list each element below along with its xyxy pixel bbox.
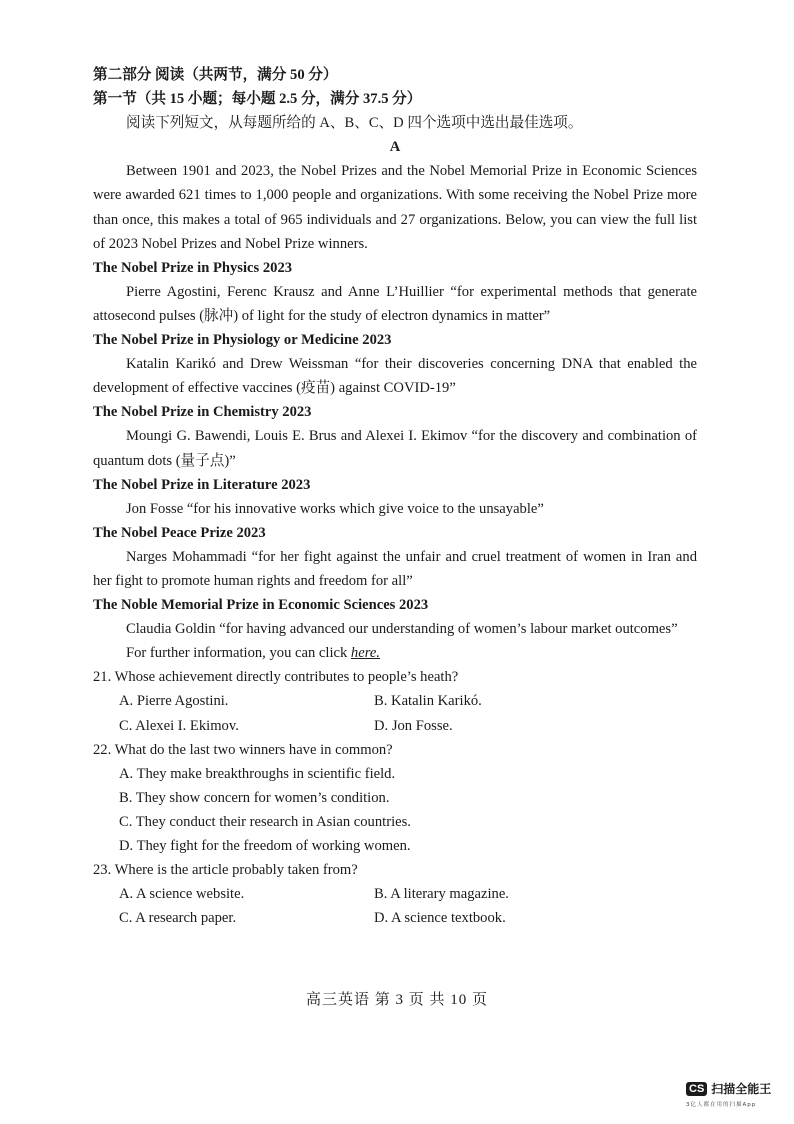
option-d: D. Jon Fosse. [374,717,453,734]
option-c: C. They conduct their research in Asian countries. [119,813,411,830]
here-link[interactable]: here. [350,645,380,662]
instruction: 阅读下列短文，从每题所给的 A、B、C、D 四个选项中选出最佳选项。 [126,115,583,132]
camscanner-logo-icon: CS [686,1082,707,1096]
prize-heading: The Noble Memorial Prize in Economic Sciences 2023 [93,597,429,614]
passage-intro: Between 1901 and 2023, the Nobel Prizes and the Nobel Memorial Prize in Economic Sciences were awarded 621 times to 1,000 people and organizations. With some receiving the Nobel Prize more than once, this makes a total of 965 individuals and 27 organizations. Below, you can view the full list of 2023 Nobel Prizes and Nobel Prize winners. [93,163,697,252]
prize-text: Narges Mohammadi “for her fight against the unfair and cruel treatment of women in Iran and her fight to promote human rights and freedom for all” [93,548,697,589]
option-c: C. A research paper. [119,910,237,927]
question-22 [93,738,697,858]
question-21 [93,665,697,737]
further-info [93,641,697,665]
section-heading: 第一节（共 15 小题；每小题 2.5 分，满分 37.5 分） [93,91,422,108]
prize-text: Claudia Goldin “for having advanced our understanding of women’s labour market outcomes” [126,621,678,638]
prize-heading: The Nobel Prize in Literature 2023 [93,476,311,493]
prize-heading: The Nobel Prize in Physiology or Medicine 2023 [93,332,392,349]
option-d: D. They fight for the freedom of working women. [119,838,411,854]
option-d: D. A science textbook. [374,910,506,927]
prize-text: Pierre Agostini, Ferenc Krausz and Anne L’Huillier “for experimental methods that generate attosecond pulses (脉冲) of light for the study of electron dynamics in matter” [93,283,697,324]
passage-label: A [389,139,401,156]
option-b: B. A literary magazine. [374,886,509,903]
prize-heading: The Nobel Peace Prize 2023 [93,524,266,541]
prize-heading: The Nobel Prize in Chemistry 2023 [93,404,312,421]
question-23 [93,858,697,930]
question-stem: 22. What do the last two winners have in common? [93,741,393,758]
option-a: A. A science website. [119,886,245,903]
further-text: For further information, you can click [126,645,351,662]
option-b: B. Katalin Karikó. [374,693,482,710]
question-stem: 23. Where is the article probably taken from? [93,862,358,879]
part-heading: 第二部分 阅读（共两节，满分 50 分） [93,67,338,83]
prize-text: Moungi G. Bawendi, Louis E. Brus and Alexei I. Ekimov “for the discovery and combination of quantum dots (量子点)” [93,428,697,469]
exam-page [93,63,697,930]
watermark-name: 扫描全能王 [711,1082,772,1096]
option-c: C. Alexei I. Ekimov. [119,717,239,734]
prize-text: Katalin Karikó and Drew Weissman “for their discoveries concerning DNA that enabled the development of effective vaccines (疫苗) against COVID-19” [93,356,697,397]
camscanner-watermark [686,1080,786,1108]
option-a: A. Pierre Agostini. [119,693,229,710]
prize-list [93,256,697,642]
option-b: B. They show concern for women’s condition. [119,789,390,806]
prize-text: Jon Fosse “for his innovative works which give voice to the unsayable” [126,500,544,517]
watermark-tagline: 3亿人都在用的扫描App [686,1102,757,1108]
page-footer: 高三英语 第 3 页 共 10 页 [305,992,488,1008]
prize-heading: The Nobel Prize in Physics 2023 [93,259,293,276]
option-a: A. They make breakthroughs in scientific field. [119,765,396,782]
question-stem: 21. Whose achievement directly contributes to people’s heath? [93,669,459,686]
